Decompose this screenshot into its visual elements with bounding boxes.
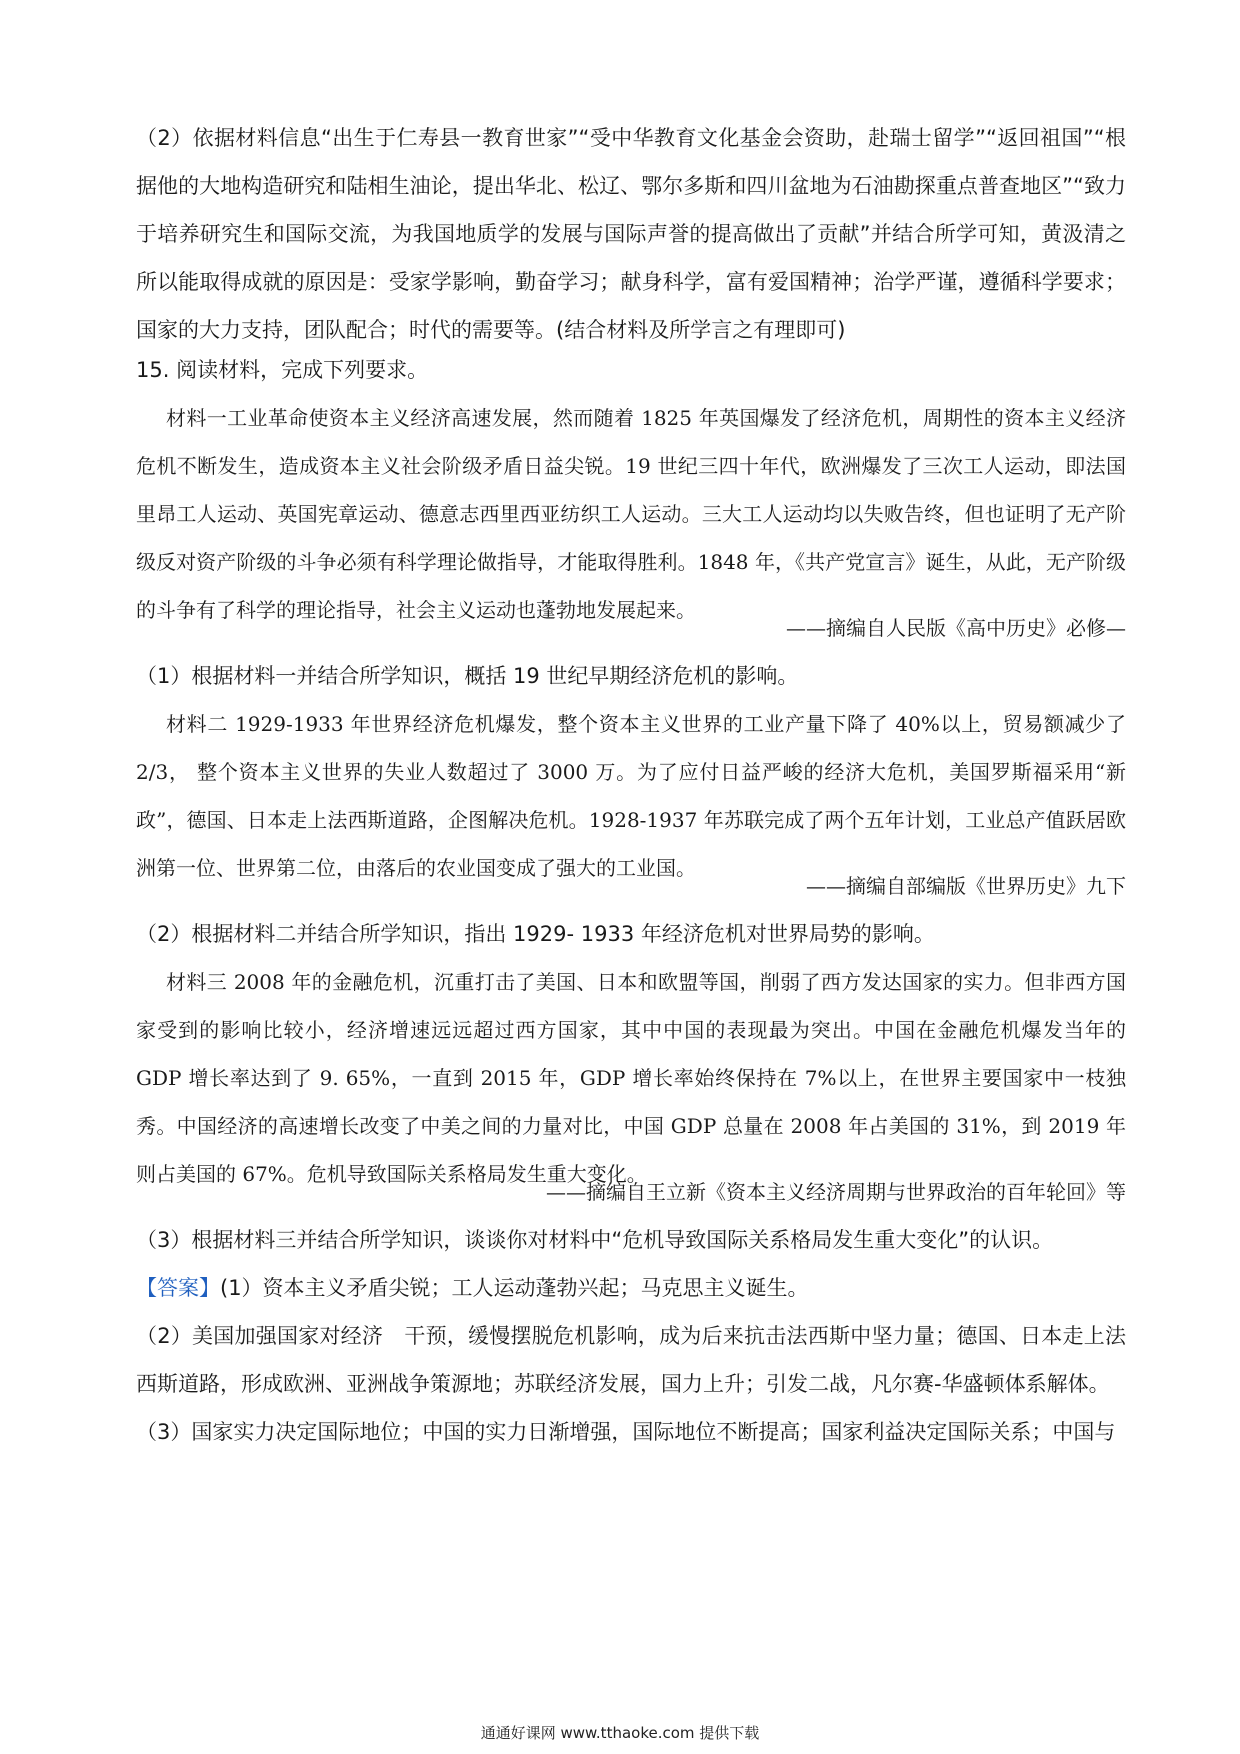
question-15-part-3: （3）根据材料三并结合所学知识，谈谈你对材料中“危机导致国际关系格局发生重大变化”的认识。 xyxy=(136,1228,1054,1252)
material-2-paragraph: 材料二 1929-1933 年世界经济危机爆发，整个资本主义世界的工业产量下降了 40%以上，贸易额减少了 2/3， 整个资本主义世界的失业人数超过了 3000 万。为了应付日益严峻的经济大危机，美国罗斯福采用“新政”，德国、日本走上法西斯道路，企图解决危机。1928-1937 年苏联完成了两个五年计划，工业总产值跃居欧洲第一位、世界第二位，由落后的农业国变成了强大的工业国。 xyxy=(136,712,1126,880)
material-1-source: ——摘编自人民版《高中历史》必修— xyxy=(786,616,1126,640)
answer-part-2: （2）美国加强国家对经济 干预，缓慢摆脱危机影响，成为后来抗击法西斯中坚力量；德国、日本走上法西斯道路，形成欧洲、亚洲战争策源地；苏联经济发展，国力上升；引发二战，凡尔赛-华盛顿体系解体。 xyxy=(136,1324,1126,1396)
question-15-part-2: （2）根据材料二并结合所学知识，指出 1929- 1933 年经济危机对世界局势的影响。 xyxy=(136,922,935,946)
question-15-part-1: （1）根据材料一并结合所学知识，概括 19 世纪早期经济危机的影响。 xyxy=(136,664,799,688)
material-3-paragraph: 材料三 2008 年的金融危机，沉重打击了美国、日本和欧盟等国，削弱了西方发达国家的实力。但非西方国家受到的影响比较小，经济增速远远超过西方国家，其中中国的表现最为突出。中国在金融危机爆发当年的 GDP 增长率达到了 9. 65%，一直到 2015 年，GDP 增长率始终保持在 7%以上，在世界主要国家中一枝独秀。中国经济的高速增长改变了中美之间的力量对比，中国 GDP 总量在 2008 年占美国的 31%，到 2019 年则占美国的 67%。危机导致国际关系格局发生重大变化。 xyxy=(136,970,1126,1186)
answer-part-3: （3）国家实力决定国际地位；中国的实力日渐增强，国际地位不断提高；国家利益决定国际关系；中国与 xyxy=(136,1420,1116,1444)
answer-part-1 xyxy=(136,1264,1126,1312)
material-3-source: ——摘编自王立新《资本主义经济周期与世界政治的百年轮回》等 xyxy=(546,1180,1126,1204)
material-1-paragraph: 材料一工业革命使资本主义经济高速发展，然而随着 1825 年英国爆发了经济危机，周期性的资本主义经济危机不断发生，造成资本主义社会阶级矛盾日益尖锐。19 世纪三四十年代，欧洲爆发了三次工人运动，即法国里昂工人运动、英国宪章运动、德意志西里西亚纺织工人运动。三大工人运动均以失败告终，但也证明了无产阶级反对资产阶级的斗争必须有科学理论做指导，才能取得胜利。1848 年，《共产党宣言》诞生，从此，无产阶级的斗争有了科学的理论指导，社会主义运动也蓬勃地发展起来。 xyxy=(136,406,1126,622)
page-footer: 通通好课网 www.tthaoke.com 提供下载 xyxy=(480,1724,760,1742)
question-15-title: 15. 阅读材料，完成下列要求。 xyxy=(136,358,429,382)
material-2-source: ——摘编自部编版《世界历史》九下 xyxy=(806,874,1126,898)
answer-tag: 【答案】 xyxy=(136,1276,220,1300)
prev-answer-paragraph: （2）依据材料信息“出生于仁寿县一教育世家”“受中华教育文化基金会资助，赴瑞士留学”“返回祖国”“根据他的大地构造研究和陆相生油论，提出华北、松辽、鄂尔多斯和四川盆地为石油勘探重点普查地区”“致力于培养研究生和国际交流，为我国地质学的发展与国际声誉的提高做出了贡献”并结合所学可知，黄汲清之所以能取得成就的原因是：受家学影响，勤奋学习；献身科学，富有爱国精神；治学严谨，遵循科学要求；国家的大力支持，团队配合；时代的需要等。(结合材料及所学言之有理即可) xyxy=(136,126,1126,342)
answer-part-1-text: (1）资本主义矛盾尖锐；工人运动蓬勃兴起；马克思主义诞生。 xyxy=(220,1276,809,1300)
